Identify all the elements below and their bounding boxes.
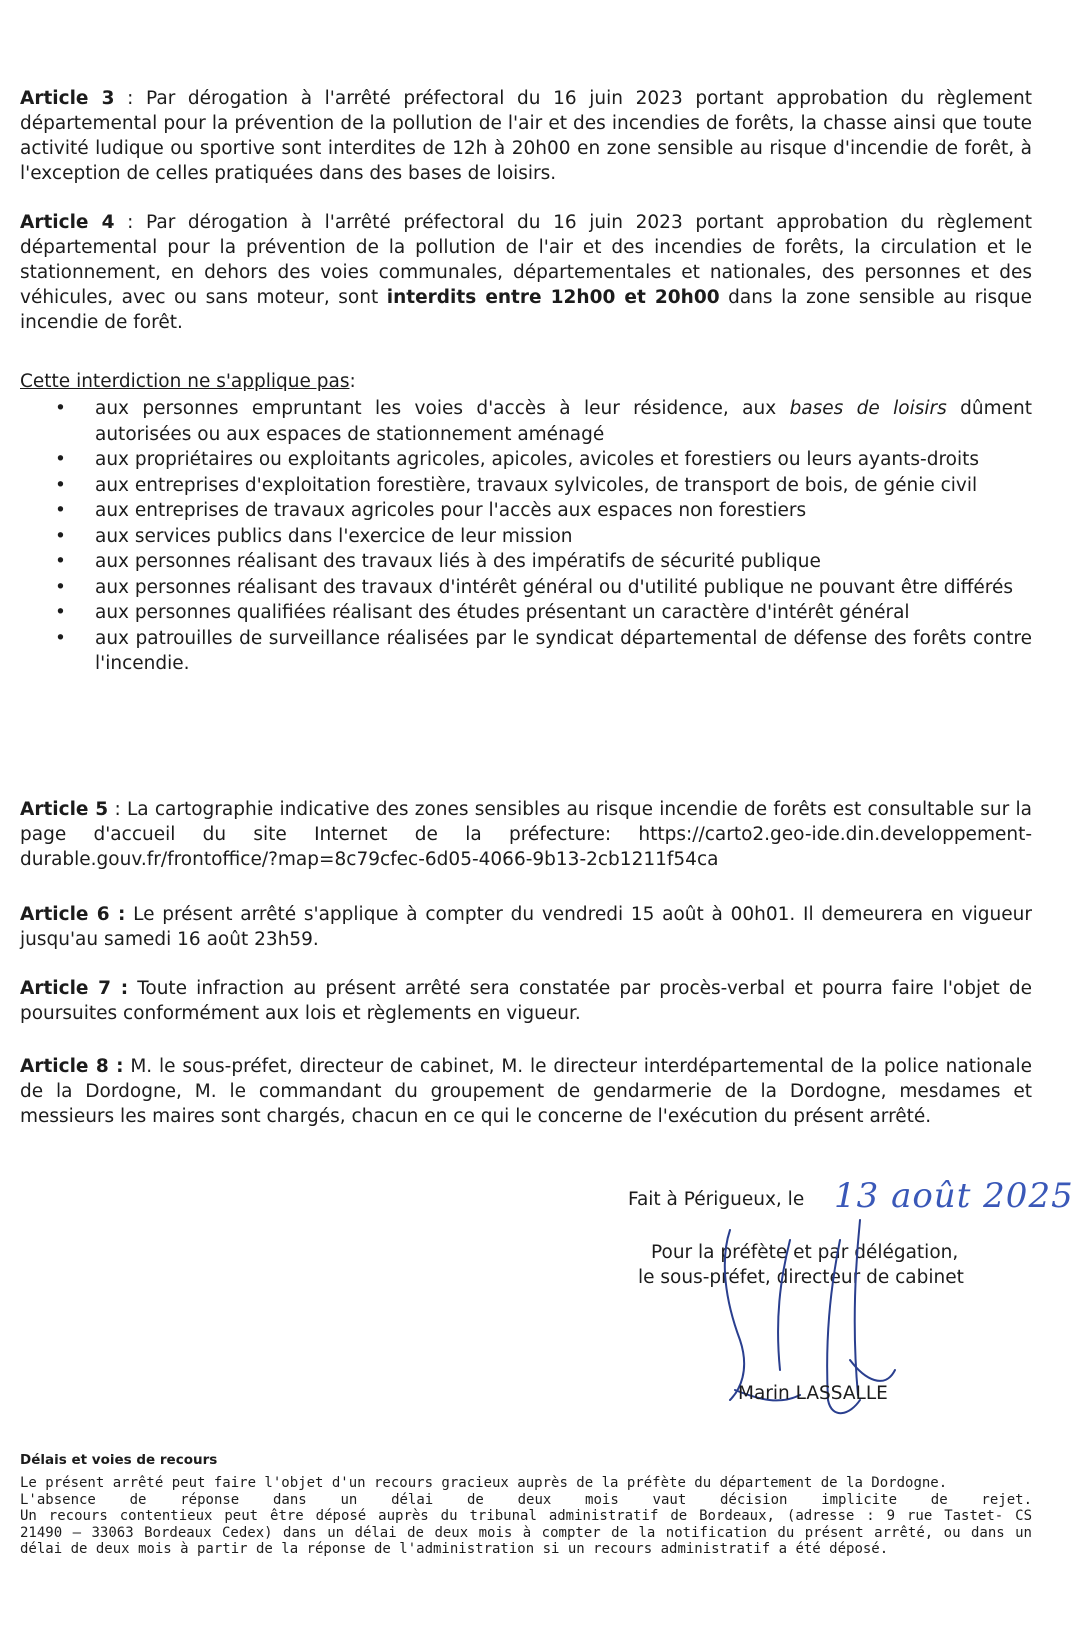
signature-stroke bbox=[725, 1230, 744, 1400]
article-7-text: Toute infraction au présent arrêté sera constatée par procès-verbal et pourra faire l'objet de poursuites conformément aux lois et règlements en vigueur. bbox=[20, 978, 1032, 1024]
exceptions-list bbox=[20, 396, 1032, 677]
recours-title: Délais et voies de recours bbox=[20, 1452, 218, 1468]
list-item: • aux personnes qualifiées réalisant des études présentant un caractère d'intérêt général bbox=[20, 600, 1032, 626]
article-8-text: M. le sous-préfet, directeur de cabinet, M. le directeur interdépartemental de la police nationale de la Dordogne, M. le commandant du groupement de gendarmerie de la Dordogne, mesdames et messieurs les maires sont chargés, chacun en ce qui le concerne de l'exécution du présent arrêté. bbox=[20, 1056, 1032, 1127]
list-item: • aux personnes réalisant des travaux d'intérêt général ou d'utilité publique ne pouvant être différés bbox=[20, 575, 1032, 601]
list-item-text: dûment autorisées ou aux espaces de stationnement aménagé bbox=[95, 398, 1032, 445]
article-6-label: Article 6 : bbox=[20, 904, 126, 925]
article-3-label: Article 3 bbox=[20, 88, 115, 109]
delegation-line-1: Pour la préfète et par délégation, bbox=[651, 1242, 959, 1263]
recours-line: L'absence de réponse dans un délai de deux mois vaut décision implicite de rejet. bbox=[20, 1491, 1032, 1508]
recours-body bbox=[20, 1475, 1032, 1558]
exceptions-heading-suffix: : bbox=[349, 371, 356, 392]
handwritten-date: 13 août 2025 bbox=[834, 1176, 1074, 1216]
recours-line: 21490 – 33063 Bordeaux Cedex) dans un délai de deux mois à compter de la notification du présent arrêté, ou dans un bbox=[20, 1524, 1032, 1541]
article-8-label: Article 8 : bbox=[20, 1056, 124, 1077]
recours-line: délai de deux mois à partir de la réponse de l'administration si un recours administratif a été déposé. bbox=[20, 1541, 889, 1557]
exceptions-heading: Cette interdiction ne s'applique pas bbox=[20, 371, 350, 392]
article-6-text: Le présent arrêté s'applique à compter du vendredi 15 août à 00h01. Il demeurera en vigueur jusqu'au samedi 16 août 23h59. bbox=[20, 904, 1032, 950]
signature-stroke bbox=[778, 1240, 790, 1370]
list-item bbox=[20, 396, 1032, 447]
article-4 bbox=[20, 210, 1032, 335]
article-5-label: Article 5 bbox=[20, 799, 109, 820]
article-4-text-before: : Par dérogation à l'arrêté préfectoral du 16 juin 2023 portant approbation du règlement départemental pour la prévention de la pollution de l'air et des incendies de forêts, la circulation et le stationnement, en dehors des voies communales, départementales et nationales, des personnes et des véhicules, avec ou sans moteur, sont bbox=[20, 212, 1033, 308]
signatory-name: Marin LASSALLE bbox=[738, 1383, 888, 1404]
recours-line: Le présent arrêté peut faire l'objet d'un recours gracieux auprès de la préfète du département de la Dordogne. bbox=[20, 1475, 948, 1491]
list-item: • aux personnes réalisant des travaux liés à des impératifs de sécurité publique bbox=[20, 549, 1032, 575]
recours-line: Un recours contentieux peut être déposé auprès du tribunal administratif de Bordeaux, (adresse : 9 rue Tastet- CS bbox=[20, 1508, 1032, 1524]
article-3 bbox=[20, 86, 1032, 186]
list-item-text: aux personnes empruntant les voies d'accès à leur résidence, aux bbox=[95, 398, 790, 419]
article-8 bbox=[20, 1054, 1032, 1129]
article-7 bbox=[20, 976, 1032, 1026]
list-item: • aux propriétaires ou exploitants agricoles, apicoles, avicoles et forestiers ou leurs ayants-droits bbox=[20, 447, 1032, 473]
signature-place: Fait à Périgueux, le bbox=[628, 1189, 805, 1210]
delegation-line-2: le sous-préfet, directeur de cabinet bbox=[638, 1267, 964, 1288]
article-4-label: Article 4 bbox=[20, 212, 115, 233]
article-7-label: Article 7 : bbox=[20, 978, 129, 999]
exceptions-heading-row bbox=[20, 369, 356, 394]
article-6 bbox=[20, 902, 1032, 952]
list-item: • aux entreprises de travaux agricoles pour l'accès aux espaces non forestiers bbox=[20, 498, 1032, 524]
list-item: • aux entreprises d'exploitation forestière, travaux sylvicoles, de transport de bois, de génie civil bbox=[20, 473, 1032, 499]
article-5-text: : La cartographie indicative des zones sensibles au risque incendie de forêts est consultable sur la page d'accueil du site Internet de la préfecture: https://carto2.geo-ide.din.developpement-durable.gouv.fr/frontoffice/?map=8c79cfec-6d05-4066-9b13-2cb1211f54ca bbox=[20, 799, 1033, 870]
list-item: • aux services publics dans l'exercice de leur mission bbox=[20, 524, 1032, 550]
article-3-text: : Par dérogation à l'arrêté préfectoral du 16 juin 2023 portant approbation du règlement départemental pour la prévention de la pollution de l'air et des incendies de forêts, la chasse ainsi que toute activité ludique ou sportive sont interdites de 12h à 20h00 en zone sensible au risque d'incendie de forêt, à l'exception de celles pratiquées dans des bases de loisirs. bbox=[20, 88, 1033, 184]
article-4-text-after: dans la zone sensible au risque incendie de forêt. bbox=[20, 287, 1032, 333]
article-5 bbox=[20, 797, 1032, 872]
list-item-italic-text: bases de loisirs bbox=[789, 398, 947, 419]
article-4-bold-text: interdits entre 12h00 et 20h00 bbox=[386, 287, 720, 308]
list-item: • aux patrouilles de surveillance réalisées par le syndicat départemental de défense des forêts contre l'incendie. bbox=[20, 626, 1032, 677]
